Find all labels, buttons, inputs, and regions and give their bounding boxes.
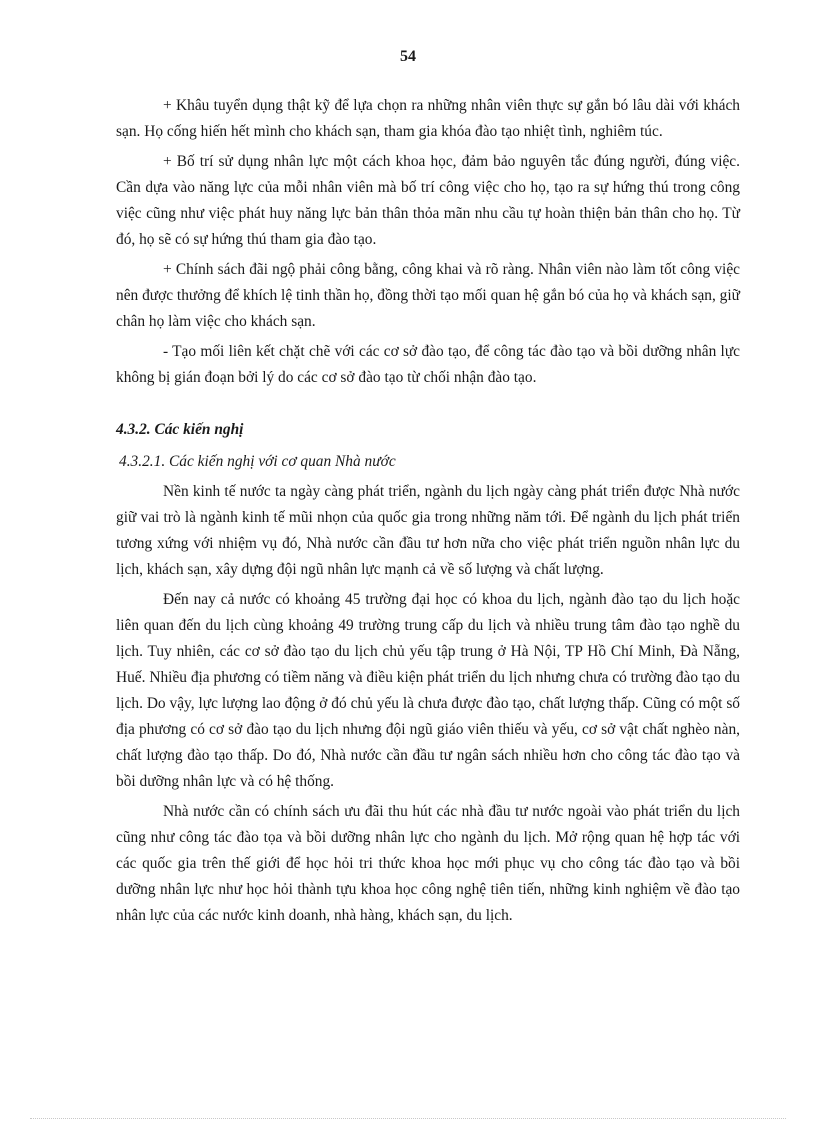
- paragraph-staff-allocation: + Bố trí sử dụng nhân lực một cách khoa học, đảm bảo nguyên tắc đúng người, đúng việc. Cần dựa vào năng lực của mỗi nhân viên mà bố trí công việc cho họ, tạo ra sự hứng thú trong công việc cũng như việc phát huy năng lực bản thân thỏa mãn nhu cầu tự hoàn thiện bản thân cho họ. Từ đó, họ sẽ có sự hứng thú tham gia đào tạo.: [116, 153, 740, 248]
- paragraph-economy: Nền kinh tế nước ta ngày càng phát triển, ngành du lịch ngày càng phát triển được Nhà nước giữ vai trò là ngành kinh tế mũi nhọn của quốc gia trong những năm tới. Để ngành du lịch phát triển tương xứng với nhiệm vụ đó, Nhà nước cần đầu tư hơn nữa cho việc phát triển nguồn nhân lực du lịch, khách sạn, xây dựng đội ngũ nhân lực mạnh cả về số lượng và chất lượng.: [116, 483, 740, 578]
- paragraph-training-institutions: Đến nay cả nước có khoảng 45 trường đại học có khoa du lịch, ngành đào tạo du lịch hoặc liên quan đến du lịch cùng khoảng 49 trường trung cấp du lịch và nhiều trung tâm đào tạo nghề du lịch. Tuy nhiên, các cơ sở đào tạo du lịch chủ yếu tập trung ở Hà Nội, TP Hồ Chí Minh, Đà Nẵng, Huế. Nhiều địa phương có tiềm năng và điều kiện phát triển du lịch nhưng chưa có trường đào tạo du lịch. Do vậy, lực lượng lao động ở đó chủ yếu là chưa được đào tạo, chất lượng thấp. Cũng có một số địa phương có cơ sở đào tạo du lịch nhưng đội ngũ giáo viên thiếu và yếu, cơ sở vật chất nghèo nàn, chất lượng đào tạo thấp. Do đó, Nhà nước cần đầu tư ngân sách nhiều hơn cho công tác đào tạo và bồi dưỡng nhân lực và có hệ thống.: [116, 591, 740, 790]
- page-bottom-divider: [30, 1118, 786, 1119]
- section-heading: 4.3.2. Các kiến nghị: [116, 421, 244, 438]
- page-number: 54: [400, 48, 416, 65]
- page-body: [116, 93, 740, 933]
- paragraph-recruitment: + Khâu tuyển dụng thật kỹ để lựa chọn ra những nhân viên thực sự gắn bó lâu dài với khách sạn. Họ cống hiến hết mình cho khách sạn, tham gia khóa đào tạo nhiệt tình, nghiêm túc.: [116, 97, 740, 140]
- paragraph-foreign-investment: Nhà nước cần có chính sách ưu đãi thu hút các nhà đầu tư nước ngoài vào phát triển du lịch cũng như công tác đào tọa và bồi dưỡng nhân lực cho ngành du lịch. Mở rộng quan hệ hợp tác với các quốc gia trên thế giới để học hỏi tri thức khoa học mới phục vụ cho công tác đào tạo và bồi dưỡng nhân lực như học hỏi thành tựu khoa học công nghệ tiên tiến, những kinh nghiệm về đào tạo nhân lực của các nước kinh doanh, nhà hàng, khách sạn, du lịch.: [116, 803, 740, 924]
- subsection-heading: 4.3.2.1. Các kiến nghị với cơ quan Nhà nước: [119, 453, 396, 470]
- paragraph-compensation-policy: + Chính sách đãi ngộ phải công bằng, công khai và rõ ràng. Nhân viên nào làm tốt công việc nên được thưởng để khích lệ tinh thần họ, đồng thời tạo mối quan hệ gắn bó của họ và khách sạn, giữ chân họ làm việc cho khách sạn.: [116, 261, 740, 330]
- paragraph-training-links: - Tạo mối liên kết chặt chẽ với các cơ sở đào tạo, để công tác đào tạo và bồi dưỡng nhân lực không bị gián đoạn bởi lý do các cơ sở đào tạo từ chối nhận đào tạo.: [116, 343, 740, 386]
